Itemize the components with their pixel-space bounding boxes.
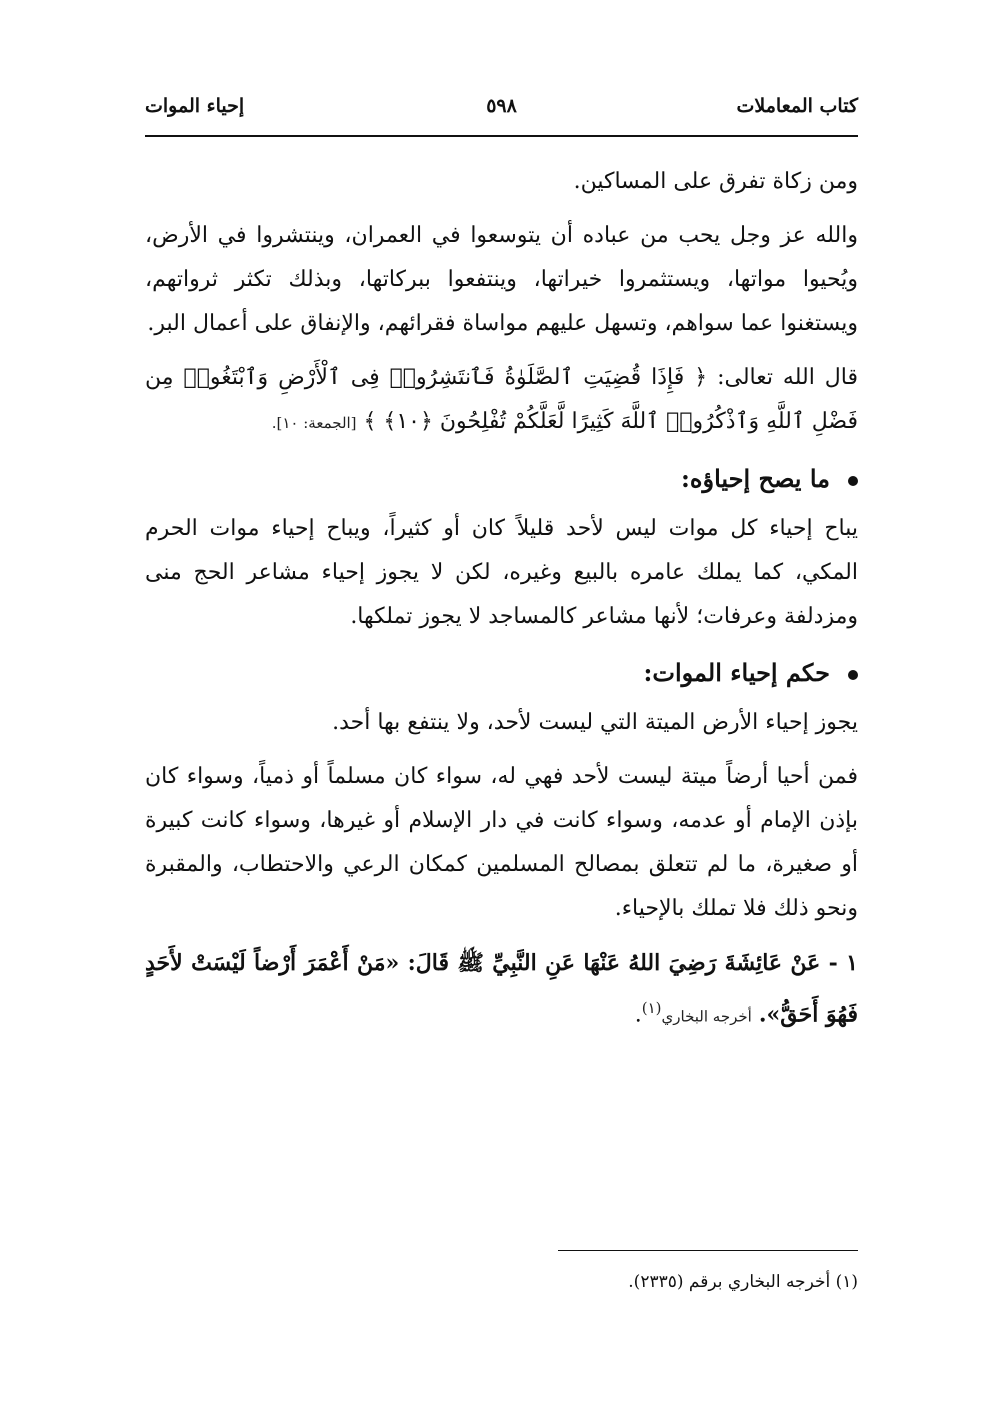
chapter-title: إحياء الموات [145, 95, 245, 117]
footnote-rule [558, 1250, 858, 1251]
quran-verse: ﴿ فَإِذَا قُضِيَتِ ٱلصَّلَوٰةُ فَٱنتَشِرُوا۟ فِى ٱلْأَرْضِ وَٱبْتَغُوا۟ مِن فَضْلِ ٱللَّهِ وَٱذْكُرُوا۟ ٱللَّهَ كَثِيرًا لَّعَلَّكُمْ تُفْلِحُونَ ﴿١٠﴾ ﴾ [145, 365, 858, 434]
heading-text: حكم إحياء الموات: [643, 658, 830, 687]
section-heading-what-can-be-revived [145, 451, 858, 507]
hadith-end: . [634, 1002, 642, 1028]
hadith-paragraph [145, 941, 858, 1038]
bullet-icon [848, 670, 858, 680]
paragraph-verse [145, 356, 858, 445]
verse-intro: قال الله تعالى: [717, 365, 858, 390]
main-text [145, 160, 858, 1038]
paragraph-ownership: فمن أحيا أرضاً ميتة ليست لأحد فهي له، سواء كان مسلماً أو ذمياً، وسواء كان بإذن الإمام أو عدمه، وسواء كانت في دار الإسلام أو غيرها، وسواء كانت كبيرة أو صغيرة، ما لم تتعلق بمصالح المسلمين كمكان الرعي والاحتطاب، والمقبرة ونحو ذلك فلا تملك بالإحياء. [145, 764, 858, 921]
hadith-text: ١ - عَنْ عَائِشَةَ رَضِيَ اللهُ عَنْهَا عَنِ النَّبِيِّ ﷺ قَالَ: «مَنْ أَعْمَرَ أَرْضاً لَيْسَتْ لأَحَدٍ فَهُوَ أَحَقُّ». [145, 950, 858, 1028]
paragraph-ruling: يجوز إحياء الأرض الميتة التي ليست لأحد، ولا ينتفع بها أحد. [332, 710, 858, 735]
bullet-icon [848, 476, 858, 486]
paragraph-zakat: ومن زكاة تفرق على المساكين. [573, 169, 858, 194]
running-header [145, 95, 858, 131]
heading-text: ما يصح إحياؤه: [681, 464, 830, 493]
hadith-source: أخرجه البخاري [661, 1007, 752, 1026]
section-heading-ruling [145, 645, 858, 701]
header-rule [145, 135, 858, 137]
book-title: كتاب المعاملات [736, 95, 858, 117]
paragraph-permitted: يباح إحياء كل موات ليس لأحد قليلاً كان أو كثيراً، ويباح إحياء موات الحرم المكي، كما يملك عامره بالبيع وغيره، لكن لا يجوز إحياء مشاعر الحج منى ومزدلفة وعرفات؛ لأنها مشاعر كالمساجد لا يجوز تملكها. [145, 516, 858, 629]
footnote-marker: (١) [641, 999, 662, 1017]
verse-reference: [الجمعة: ١٠]. [271, 414, 357, 432]
footnote: (١) أخرجه البخاري برقم (٢٣٣٥). [628, 1272, 858, 1292]
paragraph-expansion: والله عز وجل يحب من عباده أن يتوسعوا في العمران، وينتشروا في الأرض، ويُحيوا مواتها، ويستثمروا خيراتها، وينتفعوا ببركاتها، وبذلك تكثر ثرواتهم، ويستغنوا عما سواهم، وتسهل عليهم مواساة فقرائهم، والإنفاق على أعمال البر. [145, 223, 858, 336]
page-number: ٥٩٨ [486, 95, 517, 117]
